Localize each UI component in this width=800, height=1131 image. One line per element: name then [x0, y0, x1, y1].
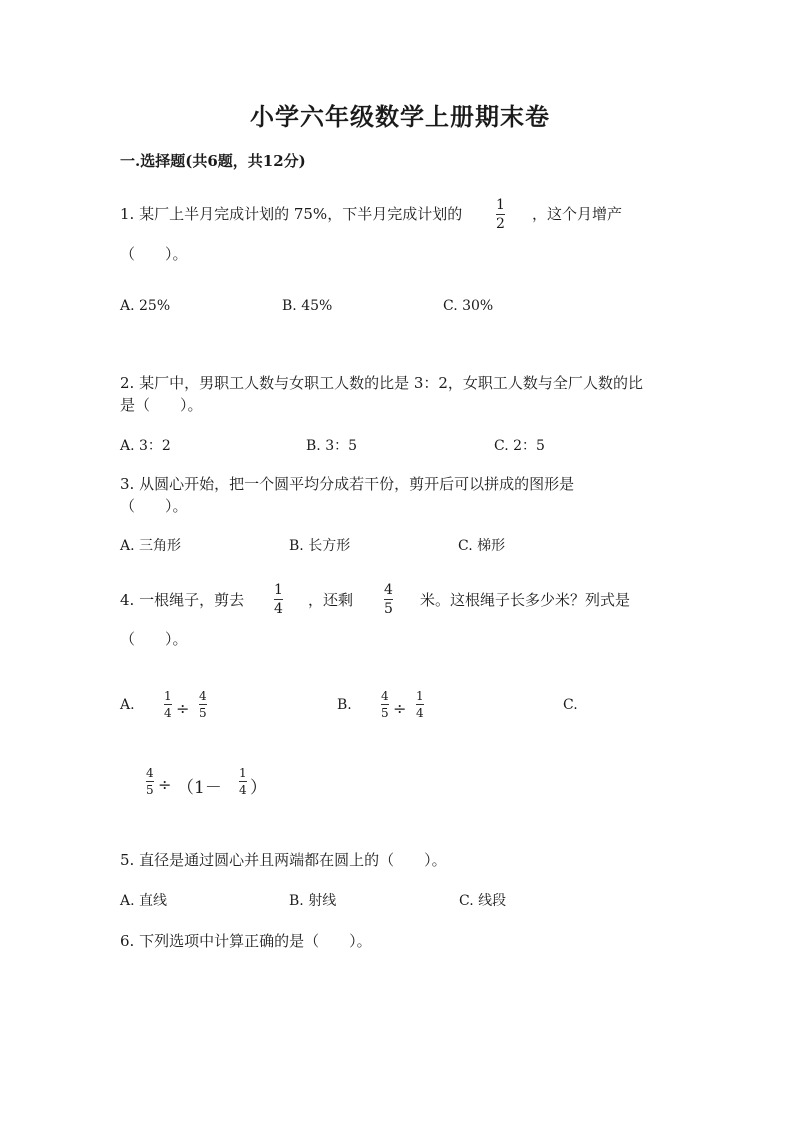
divide-sign: ÷	[158, 775, 172, 794]
section-heading: 一.选择题(共6题，共12分)	[120, 152, 306, 170]
divide-sign: ÷	[393, 699, 407, 718]
option-label: C.	[563, 697, 578, 713]
fraction-numerator: 1	[239, 766, 247, 780]
question-5-option-b[interactable]: B. 射线	[289, 893, 337, 909]
question-1-option-a[interactable]: A. 25%	[120, 298, 171, 314]
question-4-text: 4. 一根绳子，剪去	[120, 591, 245, 609]
question-5-option-c[interactable]: C. 线段	[459, 893, 507, 909]
question-1-text: 1. 某厂上半月完成计划的 75%，下半月完成计划的	[120, 205, 463, 223]
question-4-text-end: 米。这根绳子长多少米？列式是	[420, 591, 631, 609]
question-1-blank: （ ）。	[120, 245, 188, 263]
option-label: B.	[337, 697, 352, 713]
question-1-text-cont: ，这个月增产	[532, 205, 623, 223]
option-b-fraction-2	[415, 690, 425, 719]
question-5-option-a[interactable]: A. 直线	[120, 893, 168, 909]
fraction-numerator: 4	[199, 689, 207, 703]
question-4-text-cont: ，还剩	[308, 591, 354, 609]
option-a-fraction-2	[198, 690, 208, 719]
option-label: A.	[120, 697, 135, 713]
question-3-option-a[interactable]: A. 三角形	[120, 538, 182, 554]
question-4-fraction-cut	[273, 583, 284, 616]
fraction-denominator: 5	[199, 706, 207, 720]
question-6-text: 6. 下列选项中计算正确的是（ ）。	[120, 932, 372, 950]
paren-expression: （1－	[177, 778, 222, 798]
question-3-text-line2: （ ）。	[120, 497, 188, 515]
page-title: 小学六年级数学上册期末卷	[250, 102, 550, 131]
fraction-denominator: 5	[146, 783, 154, 797]
question-5-text: 5. 直径是通过圆心并且两端都在圆上的（ ）。	[120, 851, 447, 869]
fraction-denominator: 4	[164, 706, 172, 720]
question-1-option-c[interactable]: C. 30%	[443, 298, 494, 314]
fraction-denominator: 5	[381, 706, 389, 720]
question-3-text-line1: 3. 从圆心开始，把一个圆平均分成若干份，剪开后可以拼成的图形是	[120, 475, 575, 493]
paren-close: ）	[250, 778, 267, 798]
fraction-denominator: 2	[496, 216, 505, 232]
question-2-option-c[interactable]: C. 2：5	[494, 438, 545, 454]
fraction-denominator: 4	[274, 601, 283, 617]
option-c-fraction-1	[145, 767, 155, 796]
fraction-denominator: 4	[416, 706, 424, 720]
question-4-fraction-left	[383, 583, 394, 616]
fraction-denominator: 4	[239, 783, 247, 797]
question-3-option-c[interactable]: C. 梯形	[458, 538, 506, 554]
question-4-blank: （ ）。	[120, 630, 188, 648]
fraction-numerator: 1	[416, 689, 424, 703]
fraction-numerator: 1	[496, 197, 505, 213]
question-3-option-b[interactable]: B. 长方形	[289, 538, 351, 554]
question-2-text-line1: 2. 某厂中，男职工人数与女职工人数的比是 3：2，女职工人数与全厂人数的比	[120, 374, 643, 392]
option-c-fraction-2	[238, 767, 248, 796]
fraction-numerator: 4	[146, 766, 154, 780]
question-1-fraction	[495, 198, 506, 231]
fraction-denominator: 5	[384, 601, 393, 617]
divide-sign: ÷	[176, 699, 190, 718]
fraction-numerator: 4	[381, 689, 389, 703]
fraction-numerator: 1	[274, 582, 283, 598]
question-2-text-line2: 是（ ）。	[120, 396, 203, 414]
option-b-fraction-1	[380, 690, 390, 719]
question-2-option-b[interactable]: B. 3：5	[306, 438, 358, 454]
option-a-fraction-1	[163, 690, 173, 719]
question-1-option-b[interactable]: B. 45%	[282, 298, 333, 314]
question-2-option-a[interactable]: A. 3：2	[120, 438, 171, 454]
fraction-numerator: 4	[384, 582, 393, 598]
fraction-numerator: 1	[164, 689, 172, 703]
